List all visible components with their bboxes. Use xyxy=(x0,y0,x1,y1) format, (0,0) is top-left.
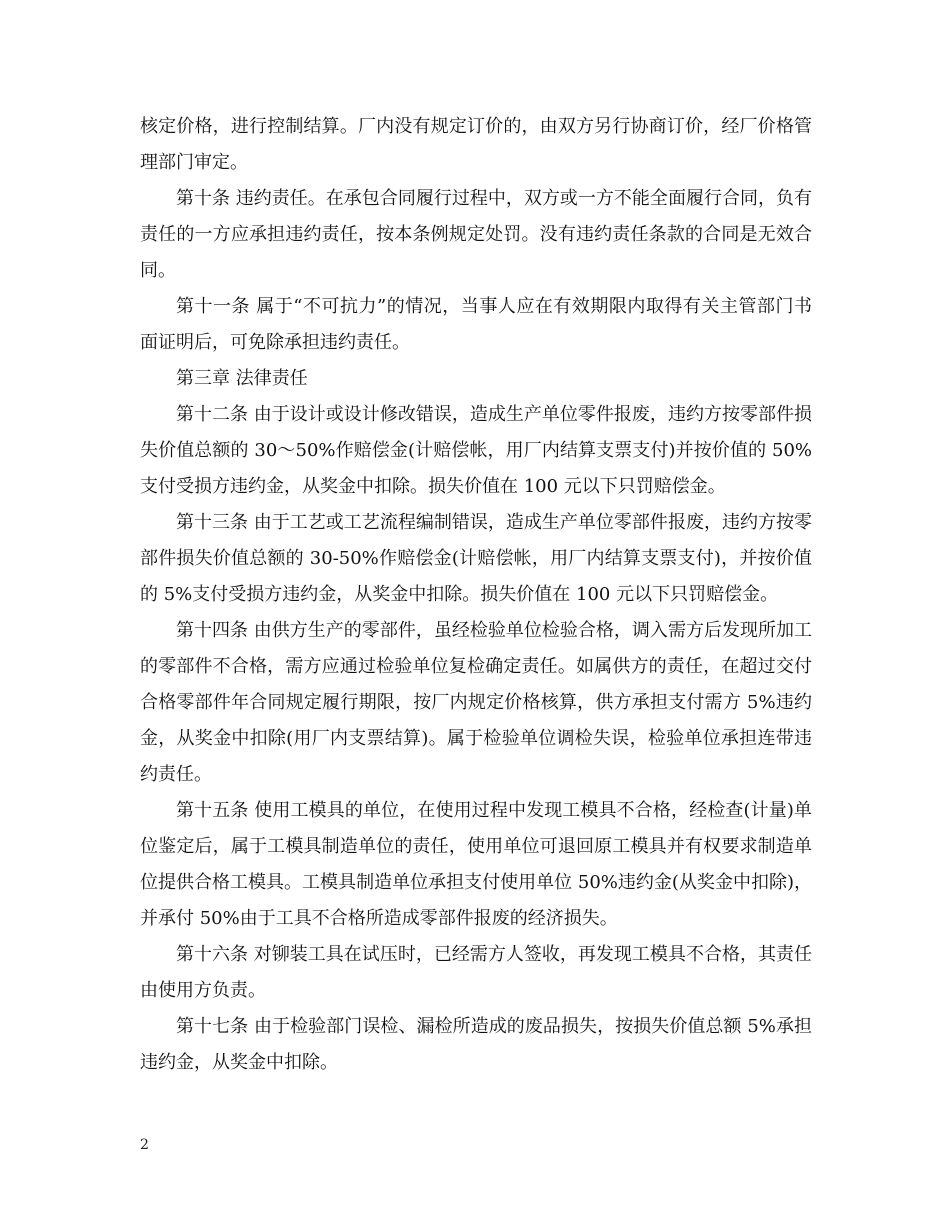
chapter-heading: 第三章 法律责任 xyxy=(176,368,308,389)
paragraph-article-16: 第十六条 对铆装工具在试压时，已经需方人签收，再发现工模具不合格，其责任由使用方负责。 xyxy=(140,944,812,1001)
paragraph-article-17: 第十七条 由于检验部门误检、漏检所造成的废品损失，按损失价值总额 5%承担违约金，从奖金中扣除。 xyxy=(140,1016,812,1073)
paragraph-article-13: 第十三条 由于工艺或工艺流程编制错误，造成生产单位零部件报废，违约方按零部件损失价值总额的 30-50%作赔偿金(计赔偿帐，用厂内结算支票支付)，并按价值的 5%支付受损方违约金，从奖金中扣除。损失价值在 100 元以下只罚赔偿金。 xyxy=(140,512,812,605)
paragraph-article-11: 第十一条 属于“不可抗力”的情况，当事人应在有效期限内取得有关主管部门书面证明后，可免除承担违约责任。 xyxy=(140,296,812,353)
paragraph-article-14: 第十四条 由供方生产的零部件，虽经检验单位检验合格，调入需方后发现所加工的零部件不合格，需方应通过检验单位复检确定责任。如属供方的责任，在超过交付合格零部件年合同规定履行期限，按厂内规定价格核算，供方承担支付需方 5%违约金，从奖金中扣除(用厂内支票结算)。属于检验单位调检失误，检验单位承担连带违约责任。 xyxy=(140,620,812,785)
document-body xyxy=(140,109,812,1081)
paragraph-article-10: 第十条 违约责任。在承包合同履行过程中，双方或一方不能全面履行合同，负有责任的一方应承担违约责任，按本条例规定处罚。没有违约责任条款的合同是无效合同。 xyxy=(140,188,812,281)
page-number: 2 xyxy=(140,1137,149,1153)
paragraph-article-15: 第十五条 使用工模具的单位，在使用过程中发现工模具不合格，经检查(计量)单位鉴定后，属于工模具制造单位的责任，使用单位可退回原工模具并有权要求制造单位提供合格工模具。工模具制造单位承担支付使用单位 50%违约金(从奖金中扣除)，并承付 50%由于工具不合格所造成零部件报废的经济损失。 xyxy=(140,800,812,929)
paragraph-continuation: 核定价格，进行控制结算。厂内没有规定订价的，由双方另行协商订价，经厂价格管理部门审定。 xyxy=(140,116,812,173)
paragraph-article-12: 第十二条 由于设计或设计修改错误，造成生产单位零件报废，违约方按零部件损失价值总额的 30～50%作赔偿金(计赔偿帐，用厂内结算支票支付)并按价值的 50%支付受损方违约金，从奖金中扣除。损失价值在 100 元以下只罚赔偿金。 xyxy=(140,404,812,497)
